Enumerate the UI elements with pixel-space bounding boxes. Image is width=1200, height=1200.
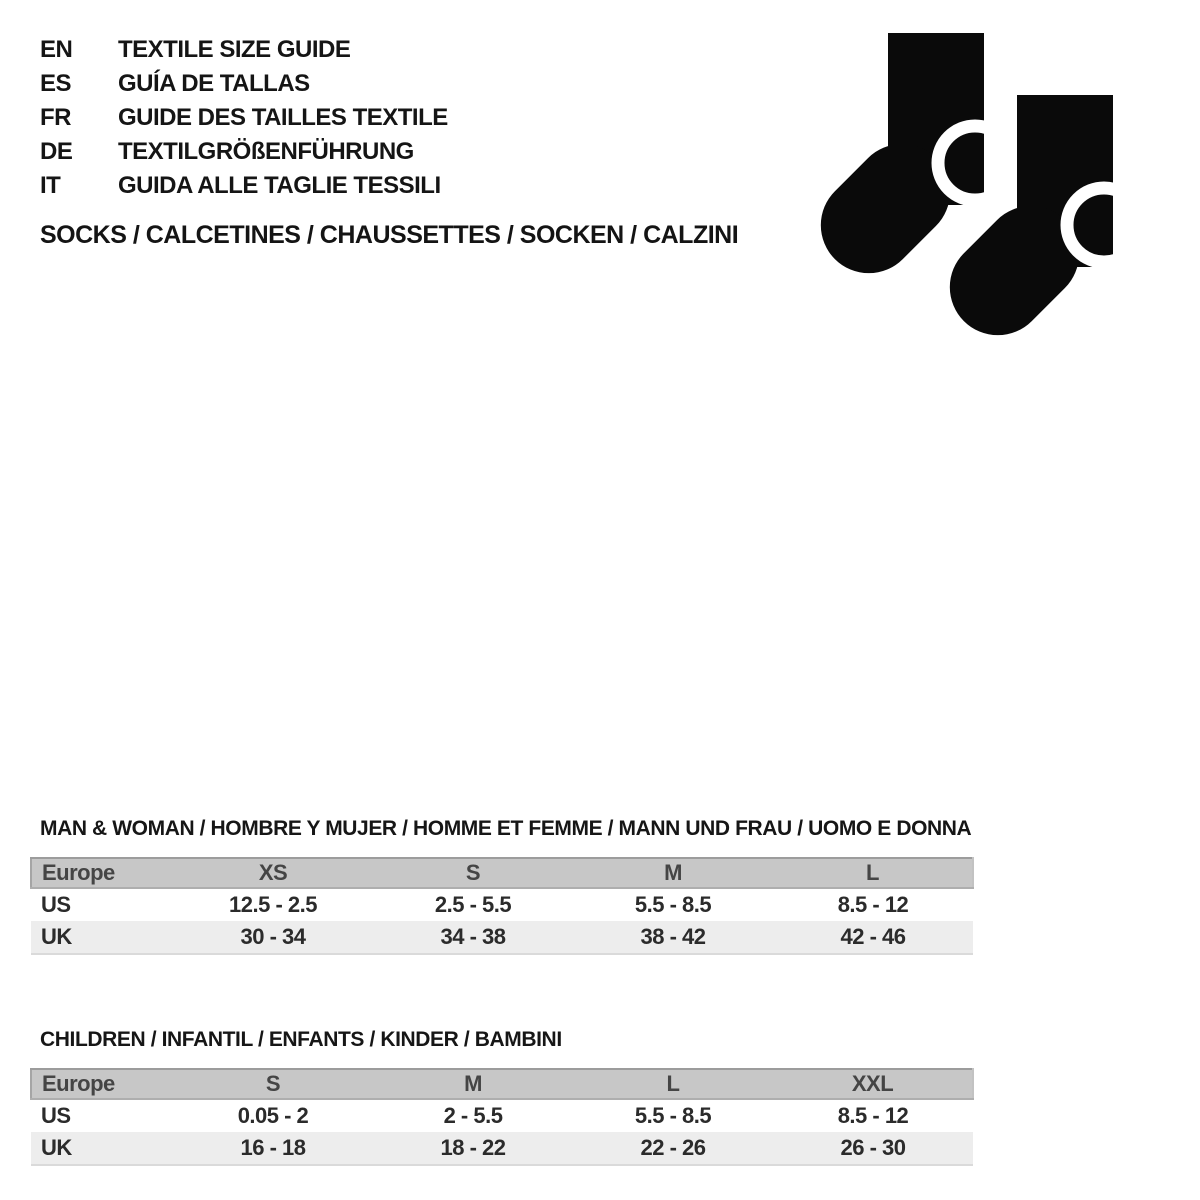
column-header-size: XS <box>173 858 373 888</box>
size-value: 16 - 18 <box>173 1132 373 1165</box>
table-row-uk <box>31 1132 973 1165</box>
language-list <box>40 33 448 203</box>
size-value: 18 - 22 <box>373 1132 573 1165</box>
size-table-children <box>30 1068 974 1166</box>
language-code: FR <box>40 104 71 131</box>
table-header-row <box>31 858 973 888</box>
size-table-adults <box>30 857 974 955</box>
language-label: GUIDE DES TAILLES TEXTILE <box>118 104 448 131</box>
column-header-size: S <box>373 858 573 888</box>
language-label: TEXTILE SIZE GUIDE <box>118 36 351 63</box>
language-code: DE <box>40 138 73 165</box>
language-code: EN <box>40 36 73 63</box>
size-value: 22 - 26 <box>573 1132 773 1165</box>
table-header-row <box>31 1069 973 1099</box>
table-title-children: CHILDREN / INFANTIL / ENFANTS / KINDER / BAMBINI <box>40 1028 562 1051</box>
size-value: 38 - 42 <box>573 921 773 954</box>
column-header-size: S <box>173 1069 373 1099</box>
size-section-adults <box>30 817 972 955</box>
table-row-us <box>31 888 973 921</box>
size-value: 26 - 30 <box>773 1132 973 1165</box>
language-label: GUIDA ALLE TAGLIE TESSILI <box>118 172 441 199</box>
language-label: TEXTILGRÖßENFÜHRUNG <box>118 138 414 165</box>
size-value: 30 - 34 <box>173 921 373 954</box>
size-value: 5.5 - 8.5 <box>634 1103 712 1128</box>
language-row-de <box>40 135 448 169</box>
size-value: 12.5 - 2.5 <box>229 892 317 917</box>
table-row-us <box>31 1099 973 1132</box>
size-value: 5.5 - 8.5 <box>634 892 712 917</box>
column-header-region: Europe <box>31 858 173 888</box>
language-row-es <box>40 67 448 101</box>
column-header-size: M <box>573 858 773 888</box>
language-row-fr <box>40 101 448 135</box>
size-value: 2 - 5.5 <box>443 1103 503 1128</box>
size-value: 42 - 46 <box>773 921 973 954</box>
table-row-uk <box>31 921 973 954</box>
column-header-size: XXL <box>773 1069 973 1099</box>
size-value: 34 - 38 <box>373 921 573 954</box>
size-value: 8.5 - 12 <box>837 892 909 917</box>
column-header-region: Europe <box>31 1069 173 1099</box>
size-value: 2.5 - 5.5 <box>434 892 512 917</box>
language-row-it <box>40 169 448 203</box>
column-header-size: M <box>373 1069 573 1099</box>
region-label: UK <box>31 1132 173 1165</box>
socks-icon <box>815 25 1115 355</box>
region-label: US <box>41 892 71 917</box>
region-label: US <box>41 1103 71 1128</box>
language-code: IT <box>40 172 61 199</box>
region-label: UK <box>31 921 173 954</box>
language-code: ES <box>40 70 72 97</box>
category-title: SOCKS / CALCETINES / CHAUSSETTES / SOCKEN / CALZINI <box>40 221 739 249</box>
column-header-size: L <box>773 858 973 888</box>
language-row-en <box>40 33 448 67</box>
size-value: 0.05 - 2 <box>237 1103 309 1128</box>
size-section-children <box>30 1028 972 1166</box>
table-title-adults: MAN & WOMAN / HOMBRE Y MUJER / HOMME ET FEMME / MANN UND FRAU / UOMO E DONNA <box>40 817 972 840</box>
size-value: 8.5 - 12 <box>837 1103 909 1128</box>
language-label: GUÍA DE TALLAS <box>118 70 310 97</box>
column-header-size: L <box>573 1069 773 1099</box>
